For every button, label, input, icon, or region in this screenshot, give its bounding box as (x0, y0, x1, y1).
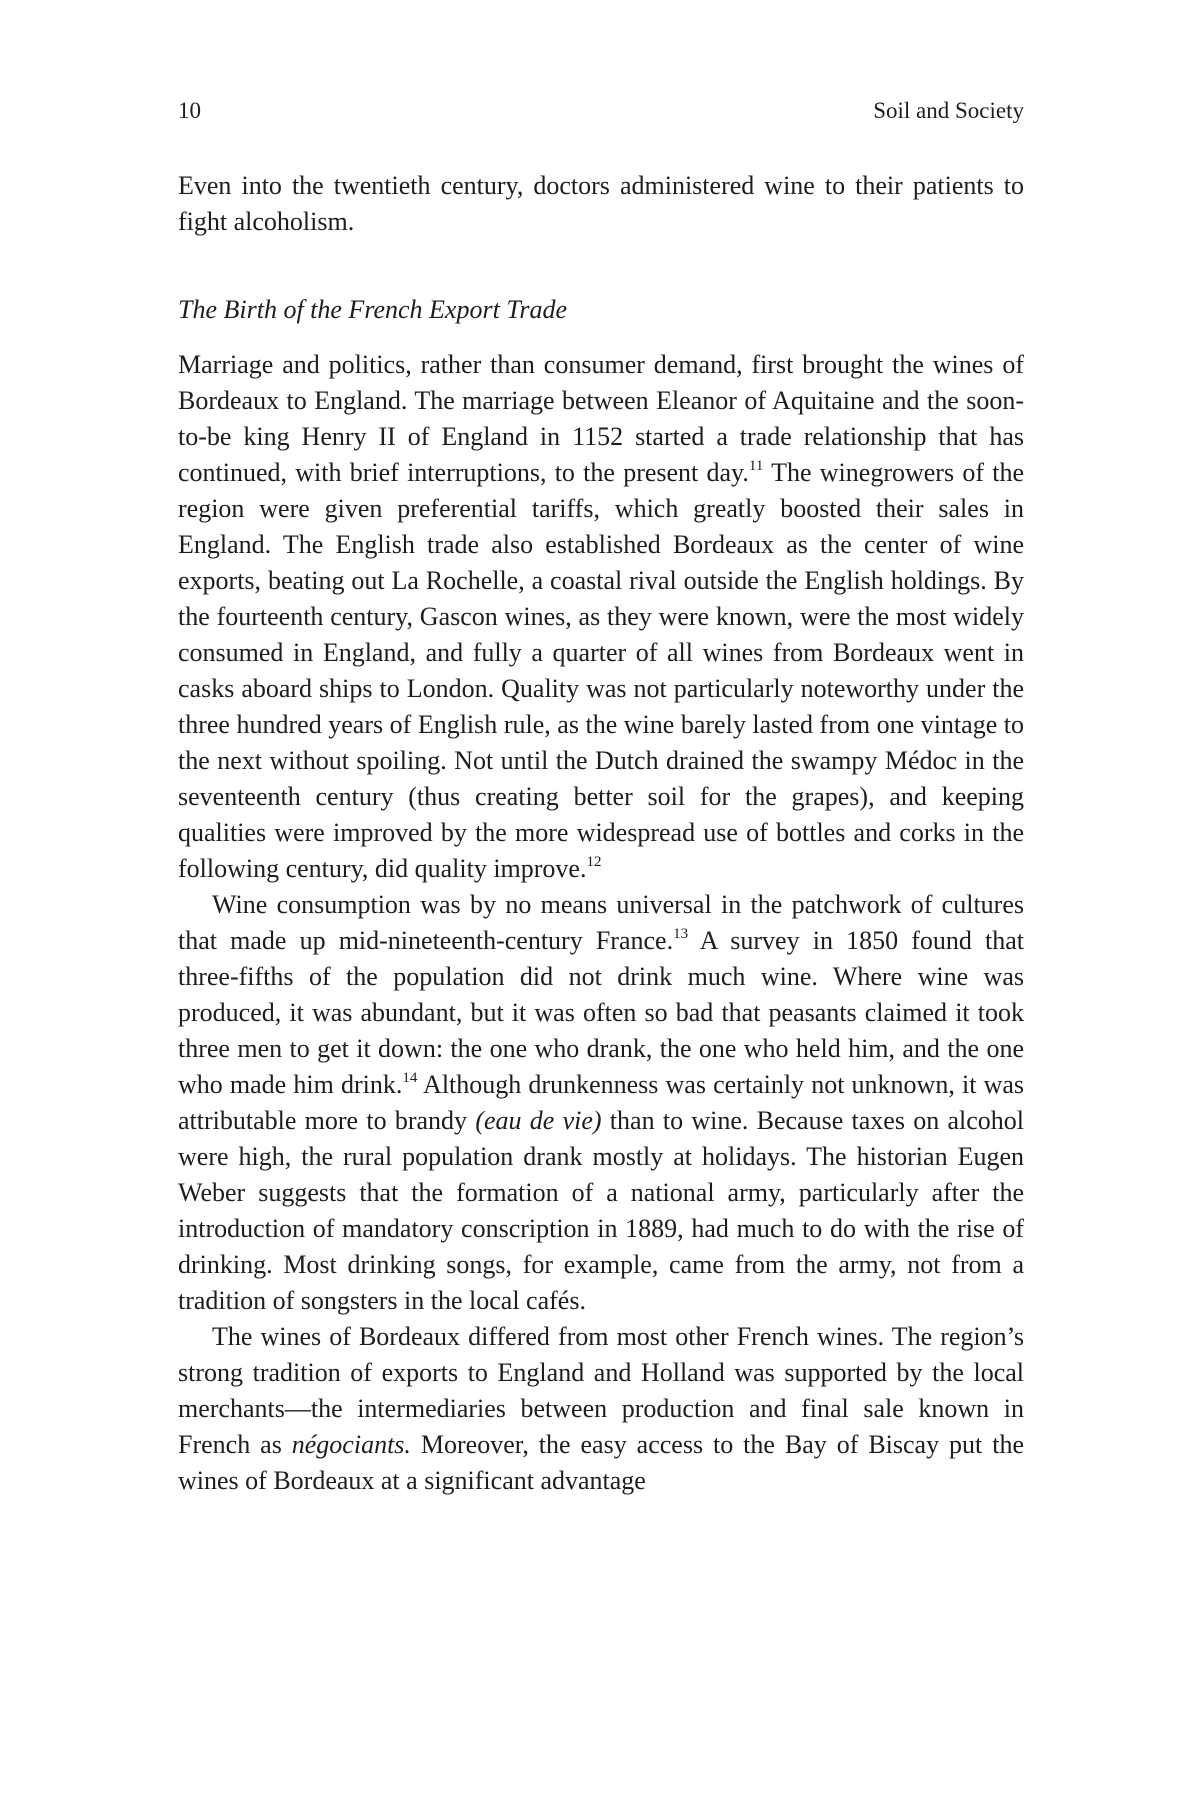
paragraph-2-text-b: A survey in 1850 found that three-fifths of the population did not drink much wine. Where wine was produced, it was abundant, but it was often so bad that peasants claimed it took three men to get it down: the one who drank, the one who held him, and the one who made him drink. (178, 926, 1025, 1099)
running-head (178, 96, 1024, 126)
paragraph-2-text-c: Although drunkenness was certainly not unknown, it was attributable more to brandy (178, 1070, 1024, 1135)
paragraph-3-text-b: Moreover, the easy access to the Bay of Biscay put the wines of Bordeaux at a significant advantage (178, 1430, 1024, 1495)
paragraph-2-text-d: than to wine. Because taxes on alcohol were high, the rural population drank mostly at holidays. The historian Eugen Weber suggests that the formation of a national army, particularly after the introduction of mandatory conscription in 1889, had much to do with the rise of drinking. Most drinking songs, for example, came from the army, not from a tradition of songsters in the local cafés. (178, 1106, 1024, 1315)
paragraph-2 (178, 887, 1024, 1319)
paragraph-2-italic-term: (eau de vie) (475, 1106, 602, 1135)
book-page (178, 96, 1024, 1499)
page-number: 10 (178, 98, 201, 123)
section-heading: The Birth of the French Export Trade (178, 295, 567, 324)
footnote-ref-13: 13 (673, 926, 689, 942)
footnote-ref-11: 11 (748, 458, 764, 474)
paragraph-carryover: Even into the twentieth century, doctors administered wine to their patients to fight alcoholism. (178, 171, 1024, 236)
paragraph-3 (178, 1319, 1024, 1499)
paragraph-1-text-b: The winegrowers of the region were given preferential tariffs, which greatly boosted their sales in England. The English trade also established Bordeaux as the center of wine exports, beating out La Rochelle, a coastal rival outside the English holdings. By the fourteenth century, Gascon wines, as they were known, were the most widely consumed in England, and fully a quarter of all wines from Bordeaux went in casks aboard ships to London. Quality was not particularly noteworthy under the three hundred years of English rule, as the wine barely lasted from one vintage to the next without spoiling. Not until the Dutch drained the swampy Médoc in the seventeenth century (thus creating better soil for the grapes), and keeping qualities were improved by the more widespread use of bottles and corks in the following century, did quality improve. (178, 458, 1024, 883)
paragraph-1 (178, 347, 1024, 887)
footnote-ref-12: 12 (586, 854, 602, 870)
paragraph-3-text-a: The wines of Bordeaux differed from most other French wines. The region’s strong tradition of exports to England and Holland was supported by the local merchants—the intermediaries between production and final sale known in French as (178, 1322, 1024, 1459)
running-title: Soil and Society (873, 98, 1024, 123)
paragraph-3-italic-term: négociants. (291, 1430, 411, 1459)
paragraph-1-text-a: Marriage and politics, rather than consumer demand, first brought the wines of Bordeaux to England. The marriage between Eleanor of Aquitaine and the soon-to-be king Henry II of England in 1152 started a trade relationship that has continued, with brief interruptions, to the present day. (178, 350, 1024, 487)
footnote-ref-14: 14 (402, 1070, 418, 1086)
paragraph-2-text-a: Wine consumption was by no means universal in the patchwork of cultures that made up mid-nineteenth-century France. (178, 890, 1024, 955)
